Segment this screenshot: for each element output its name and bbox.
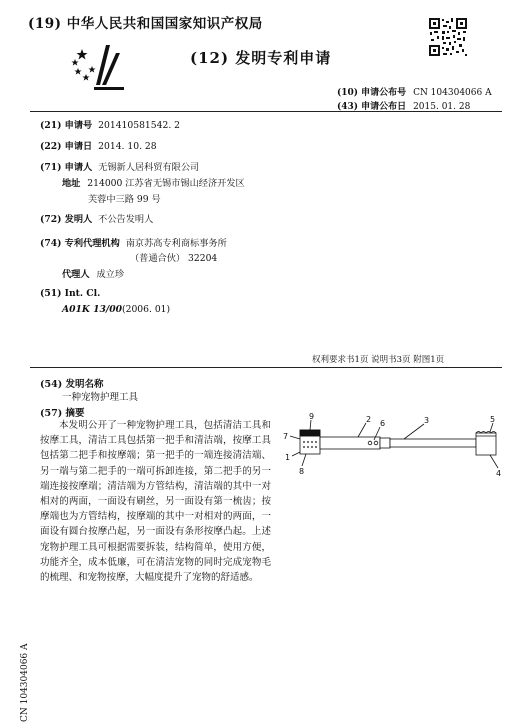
first-handle xyxy=(320,437,380,449)
figure-label: 7 xyxy=(283,432,289,441)
figure-label: 8 xyxy=(299,467,305,476)
second-handle xyxy=(390,439,476,447)
invention-title: 一种宠物护理工具 xyxy=(62,392,139,403)
publication-number: CN 104304066 A xyxy=(413,88,492,98)
agent-row xyxy=(62,266,124,280)
agency: 南京苏高专利商标事务所 xyxy=(125,238,227,249)
figure-label: 5 xyxy=(490,415,496,424)
figure-label: 4 xyxy=(496,469,502,478)
abstract-drawing xyxy=(278,410,504,480)
abstract-divider xyxy=(30,367,502,368)
agency-row xyxy=(40,235,227,249)
applicant: 无锡新人居科贸有限公司 xyxy=(98,162,200,173)
abstract-label: (57) 摘要 xyxy=(40,408,85,419)
application-number: 201410581542. 2 xyxy=(98,120,181,131)
document-type: (12) 发明专利申请 xyxy=(190,49,332,67)
int-cl-label: (51) Int. Cl. xyxy=(40,288,101,299)
publication-number-label: (10) 申请公布号 xyxy=(337,88,407,98)
figure-label: 2 xyxy=(366,415,372,424)
cnipa-emblem xyxy=(66,41,130,93)
invention-title-label: (54) 发明名称 xyxy=(40,379,104,390)
ipc-code: A01K 13/00 xyxy=(62,304,123,315)
agency-line-2: （普通合伙） 32204 xyxy=(130,253,218,264)
address-row xyxy=(62,175,245,189)
application-date: 2014. 10. 28 xyxy=(98,141,157,152)
header-divider xyxy=(30,111,502,112)
publication-date: 2015. 01. 28 xyxy=(413,102,471,112)
application-number-label: (21) 申请号 xyxy=(40,120,93,131)
inventor: 不公告发明人 xyxy=(98,214,154,225)
qr-code xyxy=(428,17,468,57)
inventor-row xyxy=(40,211,153,225)
address-line-2: 芙蓉中三路 99 号 xyxy=(88,194,161,205)
abstract-text: 本发明公开了一种宠物护理工具，包括清洁工具和按摩工具，清洁工具包括第一把手和清洁端，按摩工具包括第二把手和按摩端；第一把手的一端连接清洁端、另一端与第二把手的一端可拆卸连接，第二把手的另一端连接按摩端；清洁端为方管结构，清洁端的其中一对相对的两面，一面设有刷丝，另一面设有第一梳齿；按摩端也为方管结构，按摩端的其中一对相对的两面，一面设有圆台按摩凸起，另一面设有条形按摩凸起。上述宠物护理工具可根据需要拆装，结构简单，使用方便，功能齐全，成本低廉，可在清洁宠物的同时完成宠物毛的梳理、和宠物按摩，大幅度提升了宠物的舒适感。 xyxy=(40,420,271,584)
ipc-row xyxy=(62,304,170,315)
applicant-label: (71) 申请人 xyxy=(40,162,93,173)
address-line-1: 214000 江苏省无锡市锡山经济开发区 xyxy=(87,178,245,189)
application-date-row xyxy=(40,138,157,152)
figure-label: 1 xyxy=(285,453,291,462)
publication-number-row xyxy=(337,85,492,98)
page-counts: 权利要求书1页 说明书3页 附图1页 xyxy=(312,355,445,365)
application-date-label: (22) 申请日 xyxy=(40,141,93,152)
address-label: 地址 xyxy=(62,178,81,189)
figure-label: 3 xyxy=(424,416,430,425)
agent-label: 代理人 xyxy=(62,269,90,280)
figure-label: 6 xyxy=(380,419,386,428)
figure-label: 9 xyxy=(309,412,315,421)
application-number-row xyxy=(40,117,180,131)
inventor-label: (72) 发明人 xyxy=(40,214,93,225)
agent: 成立珍 xyxy=(96,269,125,280)
applicant-row xyxy=(40,159,199,173)
office-name: (19) 中华人民共和国国家知识产权局 xyxy=(28,16,263,32)
ipc-version: (2006. 01) xyxy=(122,304,171,315)
agency-label: (74) 专利代理机构 xyxy=(40,238,120,249)
spine-publication-number: CN 104304066 A xyxy=(20,643,30,722)
publication-date-label: (43) 申请公布日 xyxy=(337,102,407,112)
